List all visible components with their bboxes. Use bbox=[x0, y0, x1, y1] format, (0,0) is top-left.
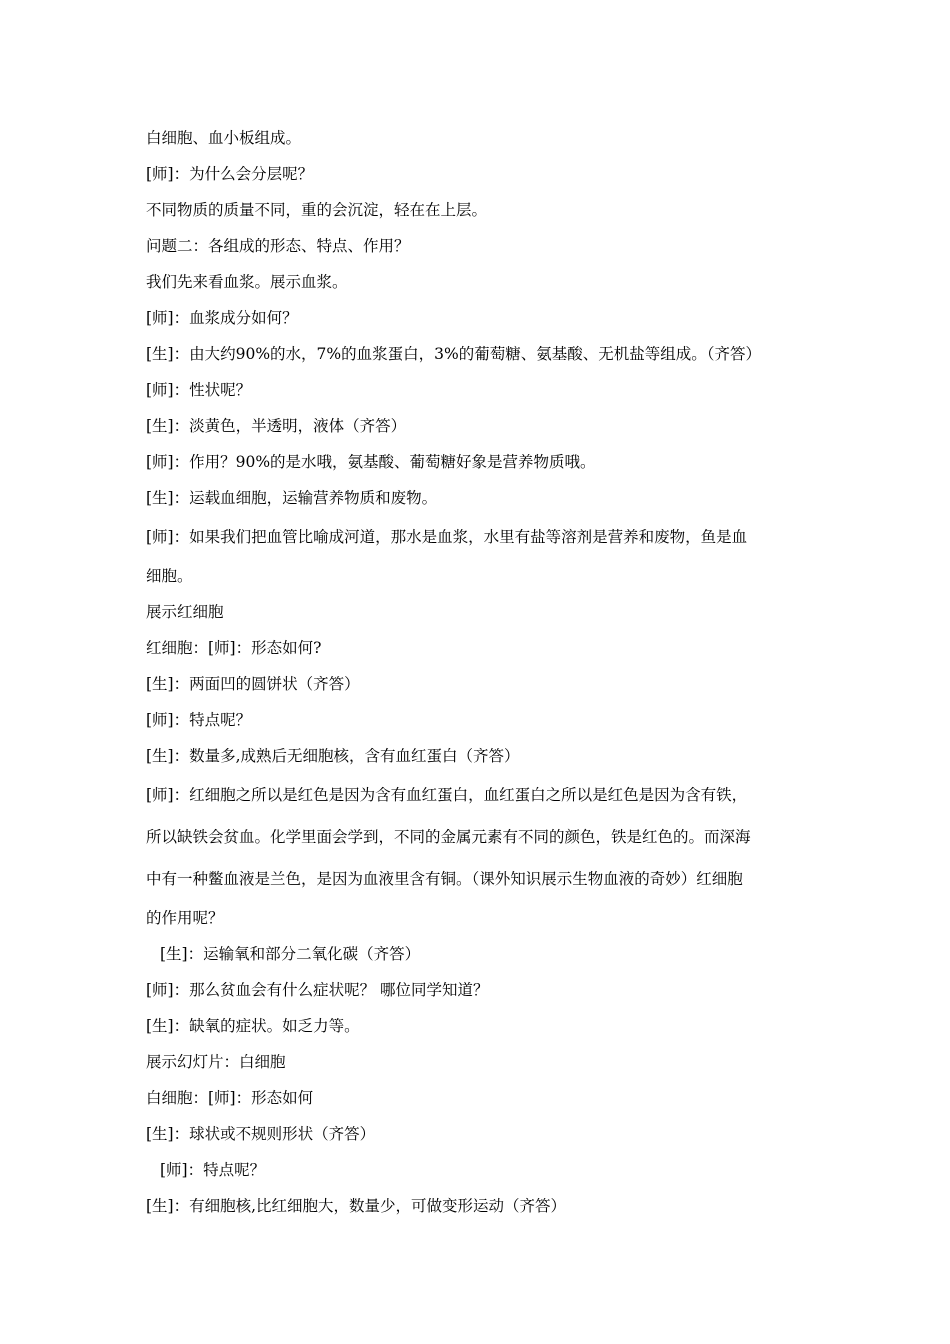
text-line: 细胞。 bbox=[146, 567, 193, 585]
text-line: 展示红细胞 bbox=[146, 603, 224, 621]
text-line: 中有一种鳖血液是兰色，是因为血液里含有铜。（课外知识展示生物血液的奇妙）红细胞 bbox=[146, 870, 743, 888]
text-line: [生]：淡黄色，半透明，液体（齐答） bbox=[146, 417, 407, 435]
text-line: 所以缺铁会贫血。化学里面会学到，不同的金属元素有不同的颜色，铁是红色的。而深海 bbox=[146, 828, 751, 846]
text-line: 我们先来看血浆。展示血浆。 bbox=[146, 273, 348, 291]
text-line: [师]：那么贫血会有什么症状呢？ 哪位同学知道？ bbox=[146, 981, 489, 999]
text-line: [生]：有细胞核,比红细胞大，数量少，可做变形运动（齐答） bbox=[146, 1197, 567, 1215]
text-line: 白细胞：[师]：形态如何 bbox=[146, 1089, 314, 1107]
text-line: [师]：红细胞之所以是红色是因为含有血红蛋白，血红蛋白之所以是红色是因为含有铁， bbox=[146, 786, 748, 804]
text-line: 的作用呢？ bbox=[146, 909, 224, 927]
text-line: 不同物质的质量不同，重的会沉淀，轻在在上层。 bbox=[146, 201, 488, 219]
text-line: [师]：特点呢？ bbox=[160, 1161, 266, 1179]
text-line: [生]：缺氧的症状。如乏力等。 bbox=[146, 1017, 360, 1035]
text-line: [师]：血浆成分如何？ bbox=[146, 309, 298, 327]
text-line: 白细胞、血小板组成。 bbox=[146, 129, 302, 147]
text-line: [师]：特点呢？ bbox=[146, 711, 252, 729]
text-line: [生]：数量多,成熟后无细胞核，含有血红蛋白（齐答） bbox=[146, 747, 520, 765]
document-body bbox=[146, 120, 826, 1224]
text-line: [师]：如果我们把血管比喻成河道，那水是血浆，水里有盐等溶剂是营养和废物，鱼是血 bbox=[146, 528, 748, 546]
text-line: [师]：作用？90%的是水哦，氨基酸、葡萄糖好象是营养物质哦。 bbox=[146, 453, 596, 471]
text-line: 问题二：各组成的形态、特点、作用？ bbox=[146, 237, 410, 255]
text-line: 红细胞：[师]：形态如何? bbox=[146, 639, 322, 657]
text-line: [生]：两面凹的圆饼状（齐答） bbox=[146, 675, 360, 693]
text-line: [师]：性状呢？ bbox=[146, 381, 252, 399]
text-line: [师]：为什么会分层呢？ bbox=[146, 165, 314, 183]
text-line: [生]：运输氧和部分二氧化碳（齐答） bbox=[160, 945, 421, 963]
text-line: [生]：球状或不规则形状（齐答） bbox=[146, 1125, 376, 1143]
text-line: [生]：由大约90%的水，7%的血浆蛋白，3%的葡萄糖、氨基酸、无机盐等组成。（齐答） bbox=[146, 345, 761, 363]
text-line: 展示幻灯片：白细胞 bbox=[146, 1053, 286, 1071]
text-line: [生]：运载血细胞，运输营养物质和废物。 bbox=[146, 489, 438, 507]
